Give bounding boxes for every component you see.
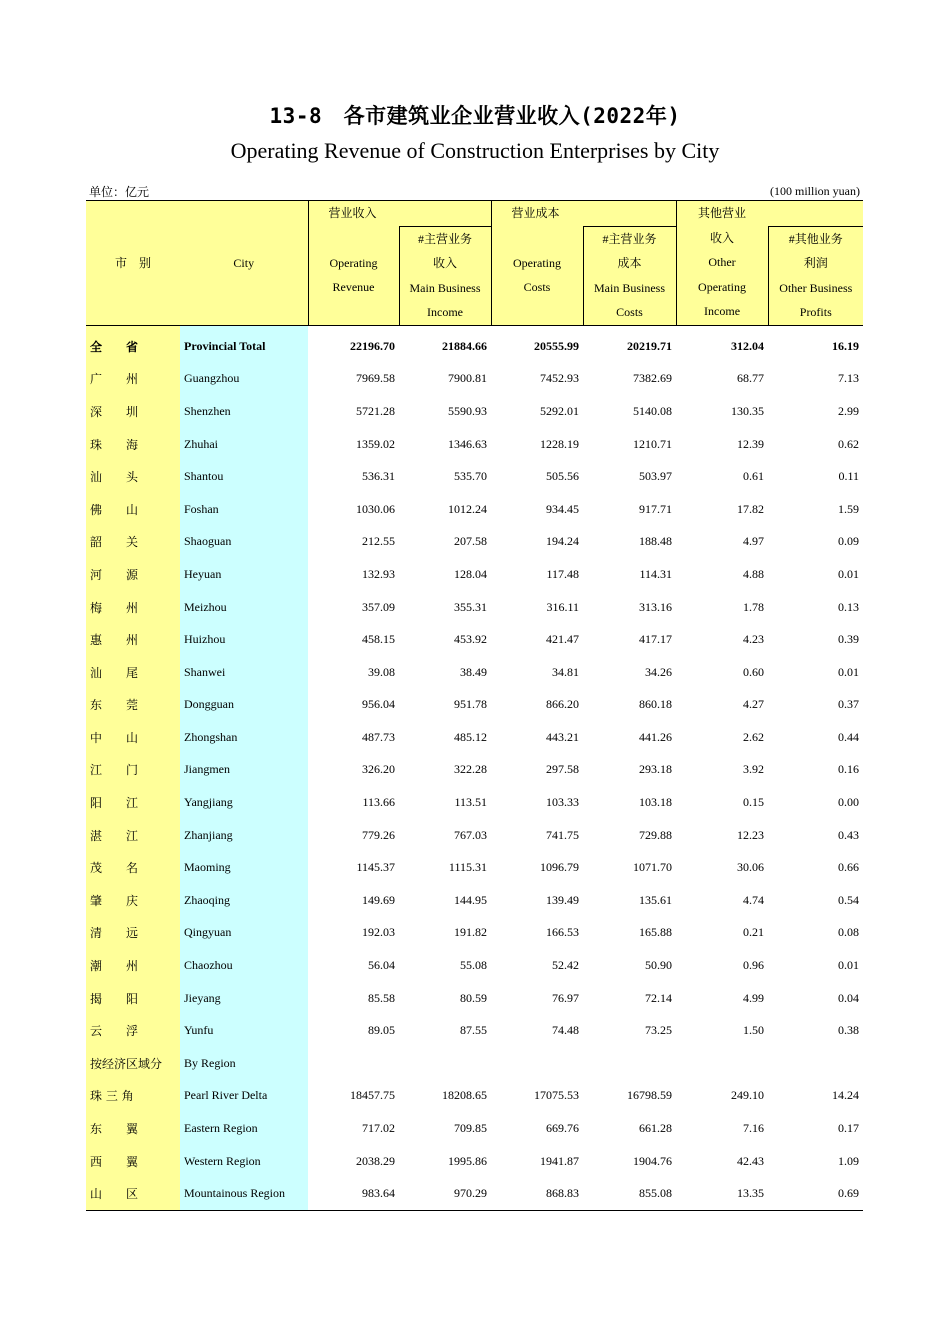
operating-costs-cell: 52.42 xyxy=(552,958,580,973)
other-business-profits-cell: 0.69 xyxy=(768,1177,863,1210)
main-business-costs-cell: 188.48 xyxy=(639,534,673,549)
main-business-costs-cell: 661.28 xyxy=(639,1121,673,1136)
region-name-en: Shaoguan xyxy=(180,526,308,559)
operating-costs-cell: 505.56 xyxy=(546,469,580,484)
operating-costs-cell: 76.97 xyxy=(552,990,580,1005)
region-name-cn: 云 浮 xyxy=(86,1014,180,1047)
region-name-cn: 阳 江 xyxy=(86,786,180,819)
table-row xyxy=(86,721,863,754)
main-business-costs-cell: 34.26 xyxy=(645,664,673,679)
main-business-costs-cell: 72.14 xyxy=(645,990,673,1005)
operating-revenue-cell: 2038.29 xyxy=(356,1153,395,1168)
other-business-profits-cell: 2.99 xyxy=(838,403,860,418)
region-name-en: Zhaoqing xyxy=(180,884,308,917)
table-row xyxy=(86,786,863,819)
main-business-costs-cell: 50.90 xyxy=(645,958,673,973)
main-business-costs-cell: 917.71 xyxy=(639,501,673,516)
region-name-en: Pearl River Delta xyxy=(180,1080,308,1113)
main-business-income-cell: 128.04 xyxy=(454,566,488,581)
operating-revenue-cell: 1145.37 xyxy=(356,860,395,875)
operating-revenue-cell: 717.02 xyxy=(362,1121,395,1136)
table-row xyxy=(86,1177,863,1210)
main-business-costs-cell: 503.97 xyxy=(639,469,673,484)
other-business-profits-cell: 0.39 xyxy=(838,632,860,647)
region-name-en: Guangzhou xyxy=(180,363,308,396)
other-operating-income-cell: 0.60 xyxy=(743,664,765,679)
main-business-income-cell: 191.82 xyxy=(454,925,488,940)
other-business-profits-cell: 1.09 xyxy=(838,1153,860,1168)
region-name-cn: 湛 江 xyxy=(86,819,180,852)
region-name-cn: 广 州 xyxy=(86,363,180,396)
region-name-en: Foshan xyxy=(180,493,308,526)
operating-costs-cell: 297.58 xyxy=(546,762,580,777)
main-business-income-cell: 485.12 xyxy=(454,729,488,744)
other-operating-income-cell: 12.39 xyxy=(737,436,765,451)
main-business-income-cell: 709.85 xyxy=(454,1121,488,1136)
table-row xyxy=(86,558,863,591)
other-business-profits-cell: 0.04 xyxy=(838,990,860,1005)
header-other-income: 其他营业 收入 Other Operating Income xyxy=(676,201,768,326)
operating-revenue-cell: 56.04 xyxy=(368,958,395,973)
region-name-cn: 全 省 xyxy=(86,330,180,363)
main-business-income-cell: 144.95 xyxy=(454,892,488,907)
region-name-cn: 珠 海 xyxy=(86,428,180,461)
region-name-en: Mountainous Region xyxy=(180,1177,308,1210)
main-business-costs-cell: 5140.08 xyxy=(633,403,673,418)
operating-revenue-cell: 487.73 xyxy=(362,729,395,744)
region-name-en: Heyuan xyxy=(180,558,308,591)
operating-revenue-cell: 18457.75 xyxy=(350,1088,395,1103)
operating-revenue-cell: 1359.02 xyxy=(356,436,395,451)
main-business-income-cell: 80.59 xyxy=(460,990,488,1005)
other-business-profits-cell: 0.13 xyxy=(838,599,860,614)
other-business-profits-cell: 0.54 xyxy=(838,892,860,907)
region-name-cn: 佛 山 xyxy=(86,493,180,526)
main-business-costs-cell: 860.18 xyxy=(639,697,673,712)
other-operating-income-cell: 0.15 xyxy=(743,795,765,810)
other-business-profits-cell: 0.37 xyxy=(838,697,860,712)
header-main-income: #主营业务 收入 Main Business Income xyxy=(399,226,491,325)
region-name-en: Meizhou xyxy=(180,591,308,624)
region-name-cn: 东 翼 xyxy=(86,1112,180,1145)
header-group-costs: 营业成本 xyxy=(491,201,676,227)
table-row xyxy=(86,982,863,1015)
operating-costs-cell: 17075.53 xyxy=(534,1088,580,1103)
region-name-en: Western Region xyxy=(180,1145,308,1178)
region-name-en: Zhuhai xyxy=(180,428,308,461)
main-business-costs-cell: 441.26 xyxy=(639,729,673,744)
operating-revenue-cell: 357.09 xyxy=(362,599,395,614)
table-row xyxy=(86,363,863,396)
other-business-profits-cell: 1.59 xyxy=(838,501,860,516)
main-business-income-cell: 1115.31 xyxy=(448,860,488,875)
main-business-income-cell: 55.08 xyxy=(460,958,488,973)
main-business-costs-cell: 1210.71 xyxy=(633,436,673,451)
main-business-income-cell: 113.51 xyxy=(454,795,488,810)
region-name-cn: 梅 州 xyxy=(86,591,180,624)
table-row xyxy=(86,428,863,461)
operating-revenue-cell: 5721.28 xyxy=(356,403,395,418)
main-business-income-cell: 322.28 xyxy=(454,762,488,777)
operating-costs-cell: 194.24 xyxy=(546,534,580,549)
other-business-profits-cell: 0.09 xyxy=(838,534,860,549)
table-row xyxy=(86,591,863,624)
operating-costs-cell: 421.47 xyxy=(546,632,580,647)
header-other-profits: #其他业务 利润 Other Business Profits xyxy=(768,226,863,325)
operating-costs-cell: 7452.93 xyxy=(540,371,580,386)
region-name-en: Zhongshan xyxy=(180,721,308,754)
main-business-income-cell: 970.29 xyxy=(399,1177,491,1210)
main-business-costs-cell: 729.88 xyxy=(639,827,673,842)
region-name-cn: 江 门 xyxy=(86,754,180,787)
other-operating-income-cell: 4.23 xyxy=(743,632,765,647)
main-business-income-cell: 951.78 xyxy=(454,697,488,712)
revenue-table xyxy=(86,200,863,1211)
operating-revenue-cell: 192.03 xyxy=(362,925,395,940)
table-row xyxy=(86,949,863,982)
region-name-en: Shantou xyxy=(180,460,308,493)
main-business-income-cell: 87.55 xyxy=(460,1023,488,1038)
region-name-cn: 潮 州 xyxy=(86,949,180,982)
other-business-profits-cell: 7.13 xyxy=(838,371,860,386)
operating-costs-cell: 316.11 xyxy=(546,599,580,614)
other-business-profits-cell: 0.08 xyxy=(838,925,860,940)
other-operating-income-cell: 0.21 xyxy=(743,925,765,940)
region-name-en: By Region xyxy=(180,1047,308,1080)
region-name-cn: 韶 关 xyxy=(86,526,180,559)
other-operating-income-cell: 4.97 xyxy=(743,534,765,549)
table-row-total xyxy=(86,330,863,363)
operating-revenue-cell xyxy=(308,1047,399,1080)
other-operating-income-cell: 12.23 xyxy=(737,827,765,842)
region-name-cn: 汕 尾 xyxy=(86,656,180,689)
main-business-costs-cell: 293.18 xyxy=(639,762,673,777)
table-row xyxy=(86,460,863,493)
operating-revenue-cell: 212.55 xyxy=(362,534,395,549)
main-business-costs-cell xyxy=(583,1047,676,1080)
operating-revenue-cell: 983.64 xyxy=(308,1177,399,1210)
operating-revenue-cell: 956.04 xyxy=(362,697,395,712)
main-business-costs-cell: 1904.76 xyxy=(633,1153,673,1168)
other-business-profits-cell: 14.24 xyxy=(832,1088,860,1103)
operating-costs-cell: 20555.99 xyxy=(534,338,580,353)
operating-costs-cell: 868.83 xyxy=(491,1177,583,1210)
operating-costs-cell xyxy=(491,1047,583,1080)
header-main-costs: #主营业务 成本 Main Business Costs xyxy=(583,226,676,325)
main-business-income-cell: 21884.66 xyxy=(442,338,488,353)
operating-costs-cell: 34.81 xyxy=(552,664,580,679)
operating-costs-cell: 934.45 xyxy=(546,501,580,516)
other-business-profits-cell: 0.44 xyxy=(838,729,860,744)
region-name-en: Provincial Total xyxy=(180,330,308,363)
region-name-cn: 汕 头 xyxy=(86,460,180,493)
operating-costs-cell: 5292.01 xyxy=(540,403,580,418)
table-row xyxy=(86,1014,863,1047)
other-operating-income-cell: 1.78 xyxy=(743,599,765,614)
operating-costs-cell: 166.53 xyxy=(546,925,580,940)
table-row xyxy=(86,493,863,526)
page-title-cn: 13-8 各市建筑业企业营业收入(2022年) xyxy=(269,104,681,128)
other-business-profits-cell: 0.38 xyxy=(838,1023,860,1038)
main-business-income-cell: 355.31 xyxy=(454,599,488,614)
page-title-en: Operating Revenue of Construction Enterprises by City xyxy=(230,138,720,163)
region-name-cn: 中 山 xyxy=(86,721,180,754)
table-row xyxy=(86,851,863,884)
region-name-cn: 西 翼 xyxy=(86,1145,180,1178)
table-row xyxy=(86,884,863,917)
other-business-profits-cell: 0.01 xyxy=(838,958,860,973)
region-name-en: Shanwei xyxy=(180,656,308,689)
table-row xyxy=(86,526,863,559)
other-operating-income-cell: 1.50 xyxy=(743,1023,765,1038)
region-name-cn: 深 圳 xyxy=(86,395,180,428)
operating-revenue-cell: 22196.70 xyxy=(350,338,395,353)
header-op-revenue: Operating Revenue xyxy=(308,226,399,325)
main-business-costs-cell: 417.17 xyxy=(639,632,673,647)
unit-label-cn: 单位：亿元 xyxy=(89,185,150,199)
main-business-income-cell: 38.49 xyxy=(460,664,488,679)
main-business-income-cell: 1995.86 xyxy=(448,1153,488,1168)
other-business-profits-cell: 0.66 xyxy=(838,860,860,875)
other-business-profits-cell: 0.17 xyxy=(838,1121,860,1136)
operating-costs-cell: 1941.87 xyxy=(540,1153,580,1168)
other-business-profits-cell: 0.16 xyxy=(838,762,860,777)
other-business-profits-cell: 0.43 xyxy=(838,827,860,842)
region-name-cn: 按经济区域分 xyxy=(86,1047,180,1080)
other-business-profits-cell: 0.01 xyxy=(838,566,860,581)
table-row xyxy=(86,1145,863,1178)
operating-revenue-cell: 149.69 xyxy=(362,892,395,907)
main-business-income-cell: 5590.93 xyxy=(448,403,488,418)
other-operating-income-cell: 0.61 xyxy=(743,469,765,484)
region-name-cn: 珠 三 角 xyxy=(86,1080,180,1113)
main-business-income-cell: 767.03 xyxy=(454,827,488,842)
operating-revenue-cell: 458.15 xyxy=(362,632,395,647)
region-name-cn: 茂 名 xyxy=(86,851,180,884)
main-business-income-cell: 207.58 xyxy=(454,534,488,549)
region-name-cn: 惠 州 xyxy=(86,623,180,656)
operating-costs-cell: 103.33 xyxy=(546,795,580,810)
main-business-income-cell: 1012.24 xyxy=(448,501,488,516)
main-business-income-cell: 18208.65 xyxy=(442,1088,488,1103)
main-business-costs-cell: 16798.59 xyxy=(627,1088,673,1103)
region-name-cn: 清 远 xyxy=(86,917,180,950)
table-row xyxy=(86,917,863,950)
operating-revenue-cell: 85.58 xyxy=(368,990,395,1005)
other-business-profits-cell xyxy=(768,1047,863,1080)
operating-revenue-cell: 89.05 xyxy=(368,1023,395,1038)
operating-revenue-cell: 326.20 xyxy=(362,762,395,777)
other-operating-income-cell: 0.96 xyxy=(743,958,765,973)
operating-costs-cell: 866.20 xyxy=(546,697,580,712)
table-row xyxy=(86,689,863,722)
other-operating-income-cell: 4.27 xyxy=(743,697,765,712)
other-operating-income-cell: 42.43 xyxy=(737,1153,765,1168)
main-business-costs-cell: 20219.71 xyxy=(627,338,673,353)
other-business-profits-cell: 16.19 xyxy=(832,338,860,353)
operating-revenue-cell: 113.66 xyxy=(362,795,395,810)
main-business-costs-cell: 1071.70 xyxy=(633,860,673,875)
region-name-en: Maoming xyxy=(180,851,308,884)
other-operating-income-cell: 312.04 xyxy=(731,338,765,353)
region-name-cn: 揭 阳 xyxy=(86,982,180,1015)
unit-label-en: (100 million yuan) xyxy=(770,184,860,198)
other-operating-income-cell: 13.35 xyxy=(676,1177,768,1210)
other-operating-income-cell: 4.74 xyxy=(743,892,765,907)
other-operating-income-cell: 4.88 xyxy=(743,566,765,581)
main-business-costs-cell: 313.16 xyxy=(639,599,673,614)
main-business-income-cell: 1346.63 xyxy=(448,436,488,451)
main-business-costs-cell: 114.31 xyxy=(639,566,673,581)
region-name-en: Qingyuan xyxy=(180,917,308,950)
operating-costs-cell: 669.76 xyxy=(546,1121,580,1136)
table-row xyxy=(86,1080,863,1113)
other-operating-income-cell: 3.92 xyxy=(743,762,765,777)
region-name-en: Zhanjiang xyxy=(180,819,308,852)
other-operating-income-cell: 249.10 xyxy=(731,1088,765,1103)
table-row xyxy=(86,656,863,689)
header-region-cn: 市 别 xyxy=(86,201,180,326)
region-name-en: Chaozhou xyxy=(180,949,308,982)
operating-revenue-cell: 132.93 xyxy=(362,566,395,581)
region-name-cn: 东 莞 xyxy=(86,689,180,722)
operating-costs-cell: 1228.19 xyxy=(540,436,580,451)
other-operating-income-cell xyxy=(676,1047,768,1080)
header-city-en: City xyxy=(180,201,308,326)
main-business-costs-cell: 7382.69 xyxy=(633,371,673,386)
main-business-costs-cell: 855.08 xyxy=(583,1177,676,1210)
region-name-en: Yangjiang xyxy=(180,786,308,819)
operating-costs-cell: 741.75 xyxy=(546,827,580,842)
other-operating-income-cell: 2.62 xyxy=(743,729,765,744)
table-row xyxy=(86,395,863,428)
header-blank-top xyxy=(768,201,863,227)
other-business-profits-cell: 0.11 xyxy=(838,469,860,484)
operating-revenue-cell: 39.08 xyxy=(368,664,395,679)
other-operating-income-cell: 30.06 xyxy=(737,860,765,875)
table-row xyxy=(86,1047,863,1080)
operating-costs-cell: 139.49 xyxy=(546,892,580,907)
operating-costs-cell: 1096.79 xyxy=(540,860,580,875)
region-name-en: Eastern Region xyxy=(180,1112,308,1145)
main-business-income-cell: 453.92 xyxy=(454,632,488,647)
table-header xyxy=(86,201,863,326)
other-operating-income-cell: 7.16 xyxy=(743,1121,765,1136)
main-business-costs-cell: 135.61 xyxy=(639,892,673,907)
region-name-cn: 山 区 xyxy=(86,1177,180,1210)
main-business-income-cell: 7900.81 xyxy=(448,371,488,386)
table-row xyxy=(86,1112,863,1145)
region-name-en: Jieyang xyxy=(180,982,308,1015)
table-row xyxy=(86,819,863,852)
main-business-income-cell xyxy=(399,1047,491,1080)
operating-revenue-cell: 1030.06 xyxy=(356,501,395,516)
other-business-profits-cell: 0.01 xyxy=(838,664,860,679)
header-op-costs: Operating Costs xyxy=(491,226,583,325)
header-group-revenue: 营业收入 xyxy=(308,201,491,227)
other-operating-income-cell: 130.35 xyxy=(731,403,765,418)
main-business-income-cell: 535.70 xyxy=(454,469,488,484)
operating-revenue-cell: 779.26 xyxy=(362,827,395,842)
region-name-en: Dongguan xyxy=(180,689,308,722)
region-name-en: Shenzhen xyxy=(180,395,308,428)
other-business-profits-cell: 0.62 xyxy=(838,436,860,451)
main-business-costs-cell: 73.25 xyxy=(645,1023,673,1038)
table-body xyxy=(86,325,863,1210)
operating-revenue-cell: 7969.58 xyxy=(356,371,395,386)
table-row xyxy=(86,754,863,787)
other-business-profits-cell: 0.00 xyxy=(838,795,860,810)
region-name-en: Jiangmen xyxy=(180,754,308,787)
main-business-costs-cell: 165.88 xyxy=(639,925,673,940)
region-name-en: Yunfu xyxy=(180,1014,308,1047)
region-name-en: Huizhou xyxy=(180,623,308,656)
main-business-costs-cell: 103.18 xyxy=(639,795,673,810)
region-name-cn: 肇 庆 xyxy=(86,884,180,917)
operating-revenue-cell: 536.31 xyxy=(362,469,395,484)
operating-costs-cell: 74.48 xyxy=(552,1023,580,1038)
other-operating-income-cell: 17.82 xyxy=(737,501,765,516)
operating-costs-cell: 443.21 xyxy=(546,729,580,744)
other-operating-income-cell: 68.77 xyxy=(737,371,765,386)
table-row xyxy=(86,623,863,656)
operating-costs-cell: 117.48 xyxy=(546,566,580,581)
other-operating-income-cell: 4.99 xyxy=(743,990,765,1005)
region-name-cn: 河 源 xyxy=(86,558,180,591)
